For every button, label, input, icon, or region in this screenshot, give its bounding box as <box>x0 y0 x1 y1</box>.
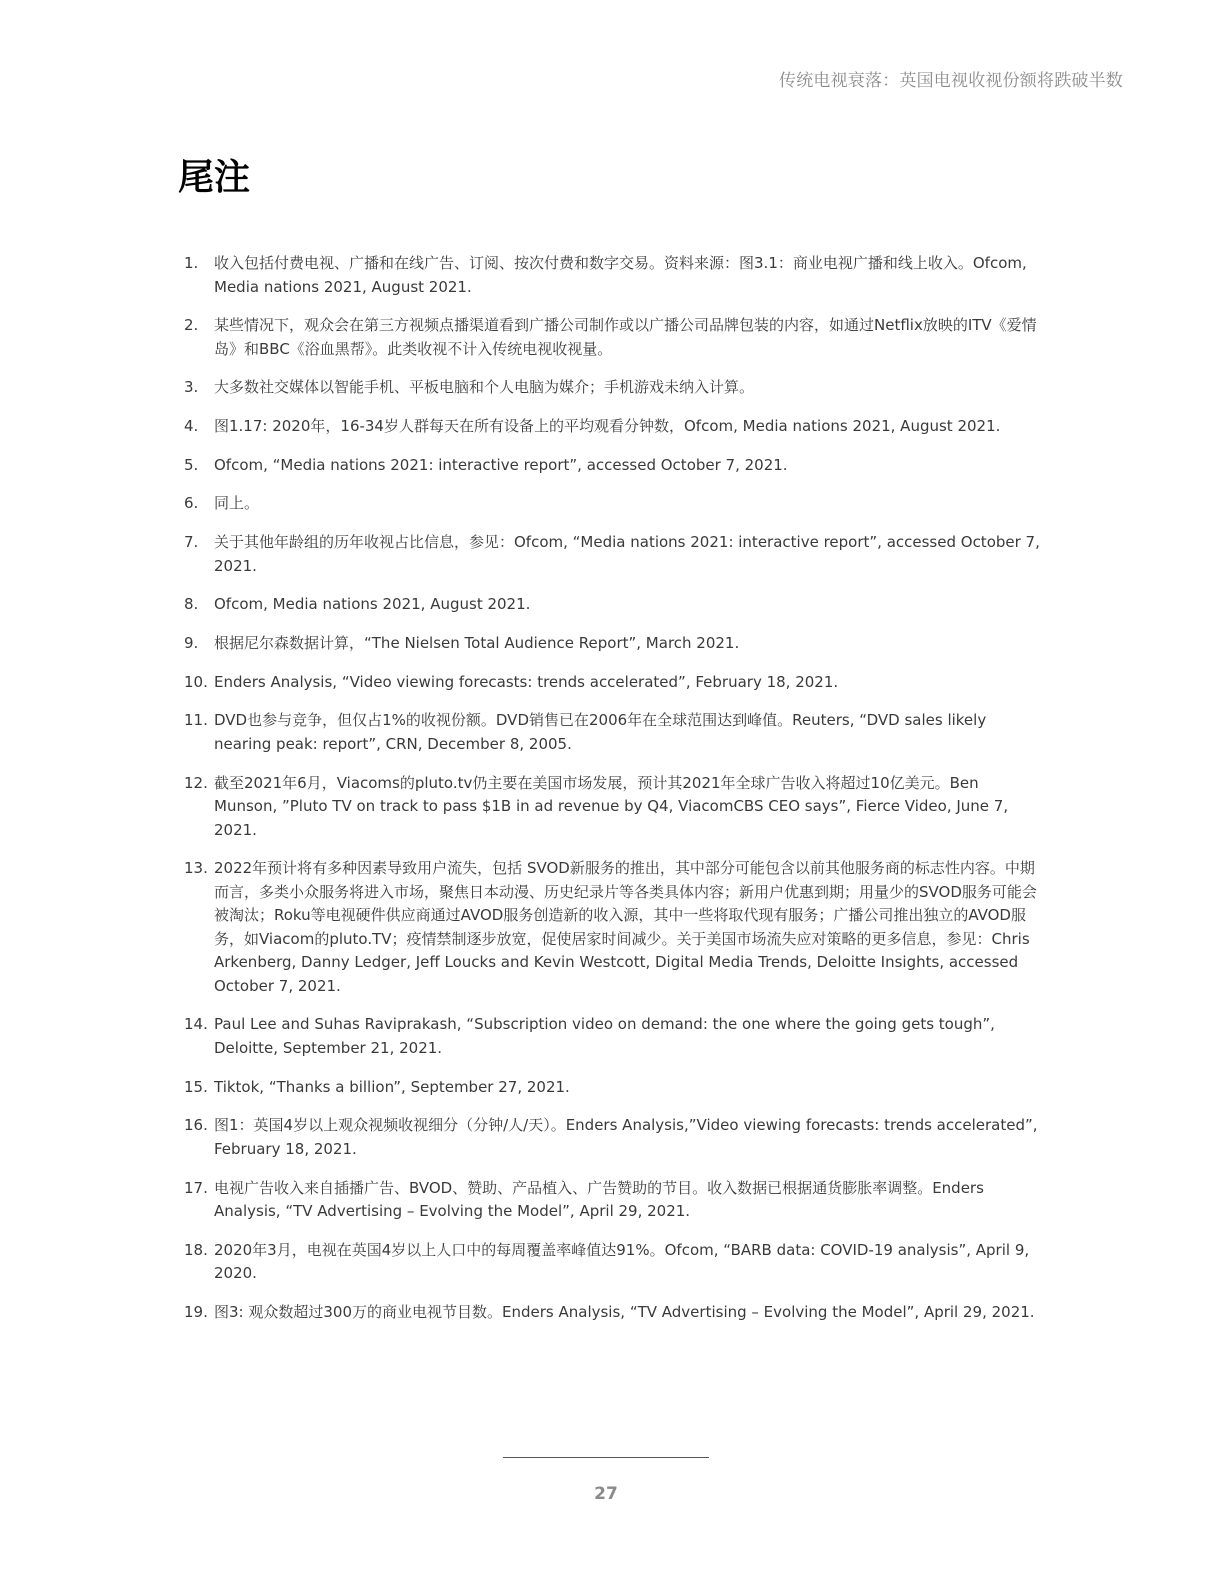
endnote-number: 18. <box>184 1240 208 1259</box>
endnote-number: 1. <box>184 254 199 272</box>
endnote-number: 3. <box>184 378 199 397</box>
endnote-number: 17. <box>184 1178 208 1197</box>
endnote-item <box>178 1114 1040 1161</box>
endnote-text: 截至2021年6月，Viacoms的pluto.tv仍主要在美国市场发展，预计其2021年全球广告收入将超过10亿美元。Ben Munson, ”Pluto TV on track to pass $1B in ad revenue by Q4, ViacomCBS CEO says”, Fierce Video, June 7, 2021. <box>214 773 1009 839</box>
endnote-item <box>178 709 1040 756</box>
endnote-item <box>178 772 1040 843</box>
endnote-text: 图1.17: 2020年，16-34岁人群每天在所有设备上的平均观看分钟数，Ofcom, Media nations 2021, August 2021. <box>214 417 1001 436</box>
endnote-item <box>178 593 1040 617</box>
endnote-number: 15. <box>184 1077 208 1096</box>
endnote-item <box>178 1013 1040 1060</box>
endnote-number: 9. <box>184 634 199 652</box>
endnote-text: 根据尼尔森数据计算，“The Nielsen Total Audience Report”, March 2021. <box>214 634 740 652</box>
endnote-number: 16. <box>184 1116 208 1135</box>
endnote-text: 图1：英国4岁以上观众视频收视细分（分钟/人/天）。Enders Analysis,”Video viewing forecasts: trends accelerated”, February 18, 2021. <box>214 1116 1038 1158</box>
endnote-number: 7. <box>184 533 199 552</box>
endnote-item <box>178 1239 1040 1286</box>
endnote-text: Enders Analysis, “Video viewing forecasts: trends accelerated”, February 18, 2021. <box>214 672 839 691</box>
endnote-text: 收入包括付费电视、广播和在线广告、订阅、按次付费和数字交易。资料来源：图3.1：商业电视广播和线上收入。Ofcom, Media nations 2021, August 2021. <box>214 254 1027 296</box>
endnote-number: 6. <box>184 494 199 513</box>
endnote-text: 2022年预计将有多种因素导致用户流失，包括 SVOD新服务的推出，其中部分可能包含以前其他服务商的标志性内容。中期而言，多类小众服务将进入市场，聚焦日本动漫、历史纪录片等各类具体内容；新用户优惠到期；用量少的SVOD服务可能会被淘汰；Roku等电视硬件供应商通过AVOD服务创造新的收入源，其中一些将取代现有服务；广播公司推出独立的AVOD服务，如Viacom的pluto.TV；疫情禁制逐步放宽，促使居家时间减少。关于美国市场流失应对策略的更多信息，参见：Chris Arkenberg, Danny Ledger, Jeff Loucks and Kevin Westcott, Digital Media Trends, Deloitte Insights, accessed October 7, 2021. <box>214 859 1037 995</box>
endnotes-list <box>178 252 1040 1340</box>
endnote-number: 11. <box>184 711 208 730</box>
endnote-item <box>178 454 1040 478</box>
endnote-item <box>178 632 1040 656</box>
endnote-text: 同上。 <box>214 494 260 513</box>
endnote-text: Ofcom, “Media nations 2021: interactive report”, accessed October 7, 2021. <box>214 455 788 474</box>
endnote-number: 5. <box>184 455 199 474</box>
endnote-text: 某些情况下，观众会在第三方视频点播渠道看到广播公司制作或以广播公司品牌包装的内容，如通过Netflix放映的ITV《爱情岛》和BBC《浴血黑帮》。此类收视不计入传统电视收视量。 <box>214 316 1037 358</box>
endnote-item <box>178 492 1040 516</box>
endnote-number: 14. <box>184 1015 208 1034</box>
endnote-item <box>178 671 1040 695</box>
endnote-item <box>178 1301 1040 1325</box>
endnote-item <box>178 1177 1040 1224</box>
endnote-number: 12. <box>184 773 208 792</box>
endnote-item <box>178 415 1040 439</box>
running-header: 传统电视衰落：英国电视收视份额将跌破半数 <box>779 71 1123 91</box>
footer-divider <box>503 1457 709 1458</box>
endnote-text: Tiktok, “Thanks a billion”, September 27, 2021. <box>214 1077 570 1096</box>
endnote-text: DVD也参与竞争，但仅占1%的收视份额。DVD销售已在2006年在全球范围达到峰值。Reuters, “DVD sales likely nearing peak: report”, CRN, December 8, 2005. <box>214 711 987 753</box>
endnote-item <box>178 314 1040 361</box>
endnote-number: 4. <box>184 417 199 436</box>
endnote-number: 10. <box>184 672 208 691</box>
endnote-item <box>178 1076 1040 1100</box>
page-title: 尾注 <box>178 157 251 198</box>
endnote-text: 电视广告收入来自插播广告、BVOD、赞助、产品植入、广告赞助的节目。收入数据已根据通货膨胀率调整。Enders Analysis, “TV Advertising – Evolving the Model”, April 29, 2021. <box>214 1178 984 1220</box>
endnote-item <box>178 531 1040 578</box>
endnote-number: 19. <box>184 1302 208 1321</box>
endnote-text: 大多数社交媒体以智能手机、平板电脑和个人电脑为媒介；手机游戏未纳入计算。 <box>214 378 755 397</box>
endnote-text: Paul Lee and Suhas Raviprakash, “Subscription video on demand: the one where the going gets tough”, Deloitte, September 21, 2021. <box>214 1015 995 1057</box>
endnote-text: 关于其他年龄组的历年收视占比信息，参见：Ofcom, “Media nations 2021: interactive report”, accessed October 7, 2021. <box>214 533 1040 575</box>
page-number: 27 <box>594 1484 618 1504</box>
endnote-number: 13. <box>184 859 208 878</box>
endnote-item <box>178 252 1040 299</box>
endnote-item <box>178 376 1040 400</box>
endnote-text: Ofcom, Media nations 2021, August 2021. <box>214 595 531 614</box>
endnote-number: 8. <box>184 595 199 614</box>
endnote-text: 图3: 观众数超过300万的商业电视节目数。Enders Analysis, “TV Advertising – Evolving the Model”, April 29, 2021. <box>214 1302 1035 1321</box>
endnote-text: 2020年3月，电视在英国4岁以上人口中的每周覆盖率峰值达91%。Ofcom, “BARB data: COVID-19 analysis”, April 9, 2020. <box>214 1240 1030 1283</box>
endnote-number: 2. <box>184 316 199 335</box>
endnote-item <box>178 857 1040 998</box>
